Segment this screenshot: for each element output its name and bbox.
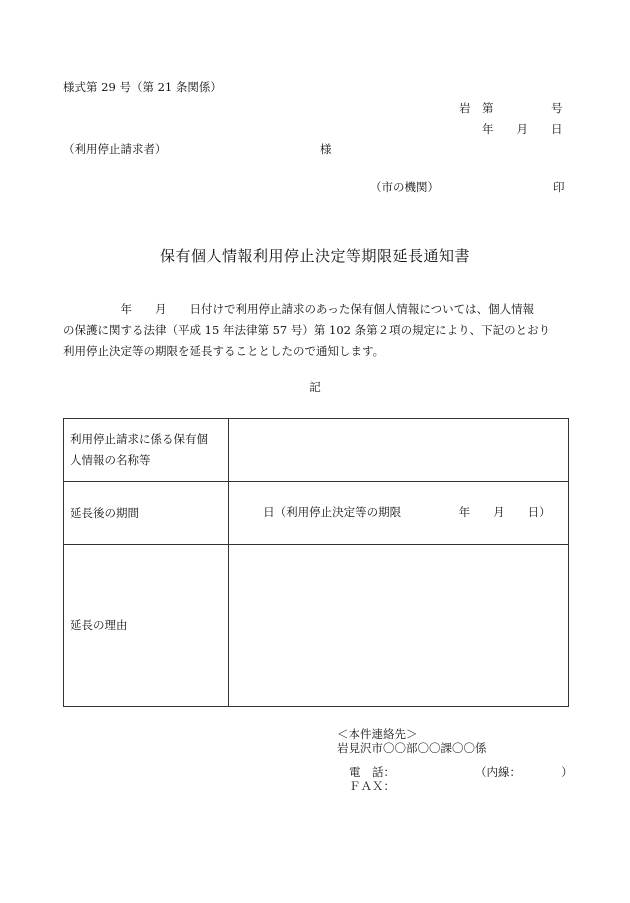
- contact-heading: ＜本件連絡先＞: [337, 727, 418, 741]
- extension-label: （内線： ）: [475, 765, 573, 779]
- item-name-label-line-2: 人情報の名称等: [70, 453, 151, 467]
- body-line-1: 年 月 日付けで利用停止請求のあった保有個人情報については、個人情報: [63, 302, 535, 316]
- form-number: 様式第 29 号（第 21 条関係）: [63, 80, 222, 94]
- ki-mark: 記: [309, 380, 321, 394]
- extended-period-label: 延長後の期間: [64, 482, 229, 545]
- item-name-value-cell: [229, 419, 569, 482]
- extension-reason-value-cell: [229, 545, 569, 707]
- document-number: 岩 第 号: [459, 101, 563, 115]
- seal-mark: 印: [553, 180, 565, 194]
- table-row: [64, 482, 569, 545]
- issuing-organization-label: （市の機関）: [370, 180, 439, 194]
- phone-label: 電 話：: [349, 765, 395, 779]
- table-row: [64, 545, 569, 707]
- date-line: 年 月 日: [482, 122, 563, 136]
- honorific: 様: [320, 142, 332, 156]
- item-name-label-cell: [64, 419, 229, 482]
- body-line-2: の保護に関する法律（平成 15 年法律第 57 号）第 102 条第２項の規定により、下記のとおり: [63, 323, 551, 337]
- document-title: 保有個人情報利用停止決定等期限延長通知書: [159, 247, 470, 265]
- extension-reason-label: 延長の理由: [64, 545, 229, 707]
- details-table: [63, 418, 569, 707]
- requester-label: （利用停止請求者）: [63, 142, 167, 156]
- contact-department: 岩見沢市〇〇部〇〇課〇〇係: [337, 741, 487, 755]
- body-line-3: 利用停止決定等の期限を延長することとしたので通知します。: [63, 344, 385, 358]
- fax-label: ＦＡＸ：: [349, 779, 395, 793]
- item-name-label-line-1: 利用停止請求に係る保有個: [70, 432, 208, 446]
- table-row: [64, 419, 569, 482]
- extended-period-value: 日（利用停止決定等の期限 年 月 日）: [229, 482, 569, 545]
